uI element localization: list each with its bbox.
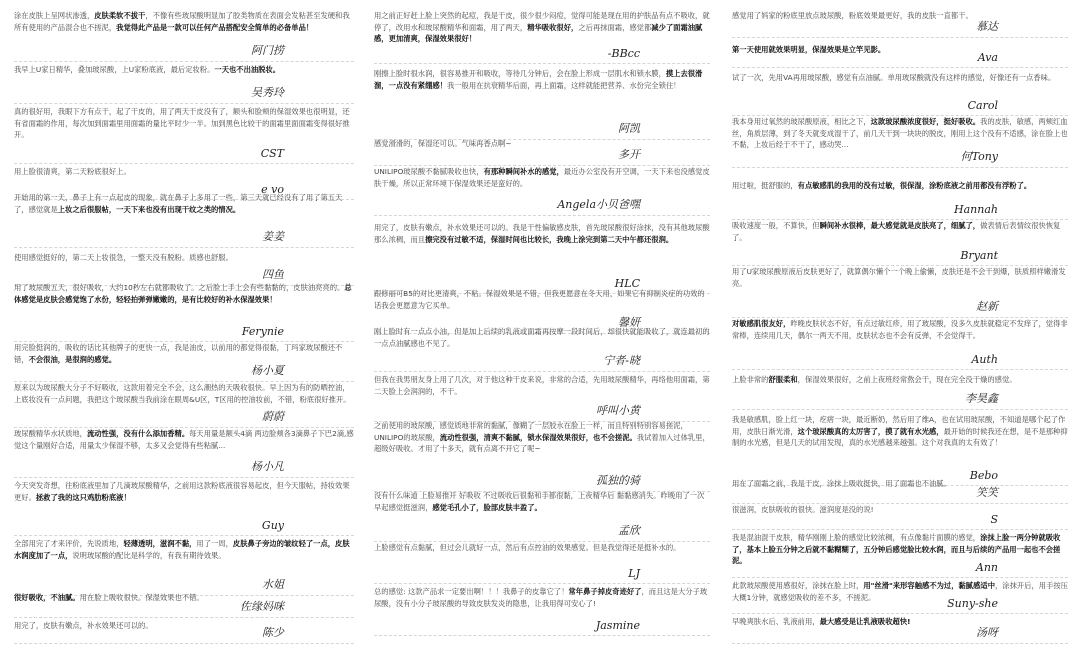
review-text-segment: 总的感觉: 这款产品求一定要出啊！！！我鼻子的皮靠它了！ [374,587,569,596]
review-highlight: 有点敏感肌的我用的没有过敏，很保湿，涂粉底液之前用都没有浮粉了。 [797,181,1032,190]
review-highlight: 不会很油，是很润的感觉。 [28,354,117,364]
review-text-segment: 我一般用在抗衰精华后面，再上面霜，这样就能把营养、水份完全锁住！ [446,80,681,90]
review-highlight: 流动性强，没有什么添加香精。 [86,429,190,438]
review-card [14,106,354,164]
review-text-segment: 之后再抹面霜，感觉都 [578,22,652,32]
reviewer-signature: 杨小夏 [251,364,284,377]
reviewer-signature: 赵新 [976,300,998,313]
reviewer-signature: Bebo [969,469,998,482]
review-text-segment: 感觉用了妈家的粉底里放点玻尿酸，粉底效果最更好，我的皮肤一直都干。 [732,11,973,20]
review-highlight: 摸上去很滑溜，一点没有紧绷感！ [374,69,703,90]
review-card [14,592,354,618]
review-text [374,68,710,91]
review-text [374,374,710,397]
review-text-segment: 涂在皮肤上呈网状渗透， [14,11,95,20]
review-column-middle [374,0,710,648]
review-text [732,220,1068,243]
review-highlight: 瞬间补水很棒，最大感觉就是皮肤亮了，细腻了， [819,221,981,230]
review-text [732,478,1068,490]
review-highlight: 这个玻尿酸真的太厉害了，摸了就有水光感， [797,426,944,436]
review-card [732,414,1068,486]
review-highlight: 很好吸收，不油腻。 [14,593,80,602]
review-card [14,480,354,536]
reviewer-signature: 笑笑 [976,486,998,499]
review-highlight: 精华吸收很好， [527,22,579,32]
review-text-segment: 早晚爽肤水后、乳液前用， [732,617,820,626]
review-text [14,64,354,76]
reviewer-signature: 水姐 [262,578,284,591]
review-highlight: 对敏感肌很友好， [732,319,791,328]
review-text [732,504,1068,516]
review-text-segment: 用了玻尿酸五天，很好吸收，大约10秒左右就都吸收了。之后脸上手上会有些黏黏的，皮肤油亮亮的。 [14,283,345,292]
review-text [14,282,354,305]
reviewer-signature: Jasmine [595,619,640,632]
review-text-segment: 我是混油混干皮肤，精华刚刚上脸的感觉比较浓稠，有点像黏片面膜的感觉， [732,533,981,542]
reviewer-signature: 陈少 [262,626,284,639]
review-text-segment: 用完了，皮肤有嫩点，补水效果还可以的。我是干性偏敏感皮肤，首先玻尿酸很好涂抹，没有其他玻尿酸那么浓稠，而且 [374,223,710,244]
review-text-segment: 做表情后表情纹很快恢复了。 [732,221,1061,242]
review-card [374,222,710,294]
review-card [14,252,354,286]
reviewer-signature: 呼叫小黄 [596,404,640,417]
reviewer-signature: 阿门捞 [251,44,284,57]
review-card [732,504,1068,530]
review-highlight: 最大感受是让乳液吸收超快! [819,617,911,626]
review-text [374,222,710,245]
reviewer-signature: Carol [967,99,998,112]
review-text-segment: 刚上脸时有一点点小油，但是加上后续的乳液或面霜再按摩一段时间后，却很快就能吸收了，就连最初的一点点油腻感也不见了。 [374,327,710,348]
review-text [732,180,1068,192]
review-text [732,116,1068,151]
review-card [374,68,710,140]
review-highlight: 皮肤柔软不拔干 [94,11,146,20]
reviewer-signature: 蔚蔚 [262,410,284,423]
review-text [374,586,710,609]
reviewer-signature: 宁者-晓 [603,354,640,367]
review-text-segment: 全部用完了才来评价，先说质地， [14,539,124,548]
review-card [732,72,1068,116]
review-text [374,420,710,455]
review-text-segment: 我的皮肤，敏感，两颊红血丝，角质层薄，到了冬天就变成湿干了，前几天干到一块块的脱皮，刚用上这个没有不适感，涂在脸上也不黏，上妆后经于不干了，感动哭... [732,117,1068,149]
review-highlight: 一天也不出油脱妆。 [214,65,281,74]
review-text [14,106,354,141]
reviewer-signature: 四鱼 [262,268,284,281]
review-text [732,10,1068,22]
review-card [374,10,710,64]
review-text-segment: 昨晚皮肤状态不好，有点过敏红疹，用了玻尿酸，没多久皮肤就稳定不发痒了，觉得非常棒，连续用几天，偶尔一两天不用，皮肤状态也不会有反弹，不会觉得干。 [732,319,1068,340]
review-card [732,616,1068,644]
review-text-segment: 之前使用的玻尿酸，感觉质地非常的黏腻，像糊了一层胶水在脸上一样，而且特别特别容易搓泥，UNILIPO的玻尿酸， [374,421,688,442]
review-text-segment: ，涂抹开后，用手按压大概1分钟，就感觉吸收的差不多，不搓泥。 [732,581,1068,602]
review-card [14,192,354,248]
reviewer-signature: 慕达 [976,20,998,33]
review-text [14,620,354,632]
review-text [14,10,354,33]
reviewer-signature: 阿凯 [618,122,640,135]
review-card [14,428,354,478]
review-card [374,166,710,216]
reviewer-signature: Ann [975,561,998,574]
review-text-segment: 感觉滑滑的，保湿还可以。气味再香点啊~ [374,139,512,148]
review-text [374,166,710,189]
review-card [732,44,1068,68]
review-text-segment: 刚擦上脸时很水润，很容易推开和吸收，等待几分钟后，会在脸上形成一层肌水和锁水膜， [374,69,666,78]
review-text-segment: 用完脸挺润的，吸收的话比其他牌子的更快一点，我是油皮，以前用的都觉得很黏，丁玛家玻尿酸还不错， [14,343,343,364]
reviewer-signature: Hannah [954,203,998,216]
review-text-segment: 跟修丽可B5的对比更清爽，不粘。保湿效果是不错，但我更愿意在冬天用，如果它有抑制炎症的功效的话我会更愿意为它买单。 [374,289,705,310]
review-text [732,532,1068,567]
review-text-segment: 用在脸上吸收很快。保湿效果也不错。 [79,593,204,602]
reviewer-signature: Auth [971,353,998,366]
review-text [14,382,354,405]
review-card [732,116,1068,168]
review-highlight: 这款玻尿酸浓度很好，挺好吸收。 [870,117,981,126]
reviewer-signature: 汤呀 [976,626,998,639]
review-highlight: 减少了面霜油腻感，更加清爽，保湿效果很好！ [374,22,703,43]
review-card [374,326,710,372]
review-highlight: 舒服柔和 [768,375,798,384]
review-card [732,266,1068,318]
reviewer-signature: Guy [261,519,284,532]
review-text-segment: ，而且这是大分子玻尿酸，没有小分子玻尿酸的导致皮肤发炎的隐患，让我用得可安心了! [374,587,708,608]
review-text-segment: 使用感觉挺好的，第二天上妆很急，一整天没有脱粉。质感也舒服。 [14,253,233,262]
review-highlight: 用"丝滑"来形容触感不为过，黏腻感适中 [863,581,995,590]
review-text-segment: 用之前正好赶上脸上突然的起痘，我是干皮，很少很少闷痘，觉得可能是现在用的护肤品有点不吸收，就停了，改用水和玻尿酸精华和面霜，用了两天， [374,11,710,32]
review-highlight: 上妆之后很服帖，一天下来也没有出现干纹之类的情况。 [57,204,241,214]
review-text-segment: 我本身用过氧然的玻尿酸原液，相比之下， [732,117,871,126]
review-text-segment: UNILIPO玻尿酸不黏腻吸收也快， [374,167,484,176]
reviewer-signature: HLC [614,277,640,290]
review-text-segment: ，保湿效果很好，之前上夜班经常熬会干，现在完全没干燥的感觉。 [797,375,1017,384]
review-text-segment: 用上脸很清爽，第二天粉底很好上。 [14,167,131,176]
review-text-segment: 上脸非常的 [732,375,769,384]
review-text [14,192,354,215]
reviewer-signature: CST [260,147,284,160]
review-text-segment: 开始用的第一天，鼻子上有一点起皮的现象，就在鼻子上多用了一些，第三天就已经没有了用了第五天了，感觉就是 [14,193,343,214]
review-text-segment: 用完了，皮肤有嫩点，补水效果还可以的。 [14,621,153,630]
review-highlight: 轻薄透明，滋润不黏， [123,539,197,548]
review-text-segment: 我是敏感肌，脸上红一块，疙瘩一块，最近断奶，然后用了维A，也在试用玻尿酸，不知道是哪个起了作用，皮肤日渐光滑， [732,415,1066,436]
review-card [732,374,1068,410]
review-text [374,138,710,150]
reviewer-signature: 李昊鑫 [965,392,998,405]
review-highlight: 总体感觉是皮肤会感觉饱了水份，轻轻拍弹弹嫩嫩的，是有比较好的补水保湿效果！ [14,283,352,304]
reviewer-signature: Angela小贝爸嘿 [557,198,640,211]
review-text [374,326,710,349]
review-text-segment: 最近办公室没有开空调，一天下来也没感觉皮肤干燥，所以正常环境下保湿效果还是蛮好的。 [374,167,710,188]
reviewer-signature: 佐缘妈咪 [240,600,284,613]
review-text-segment: 我试着加入过体乳里，超级好吸收。才用了十多天，就有点离不开它了呢~ [374,432,710,453]
review-card [14,538,354,596]
reviewer-signature: 孤独的骑 [596,474,640,487]
review-card [14,64,354,104]
review-card [14,382,354,428]
review-text [14,166,354,178]
review-text [374,288,710,311]
review-card [732,318,1068,370]
review-text-segment: 很滋润，皮肤吸收的很快。滋润度是没的说! [732,505,874,514]
reviewer-signature: 吴秀玲 [251,86,284,99]
reviewer-signature: Ava [977,51,998,64]
review-text-segment: 原来以为玻尿酸大分子不好吸收，这款用着完全不会，这么潮热的天吸收很快。早上因为有的防晒控油，上底妆没有一点问题，我把这个玻尿酸当我前涂在眼周&U区，T区用的控油妆前，不错，粉底很好推开。 [14,383,351,404]
review-card [14,342,354,382]
review-text-segment: 用了U家玻尿酸原液后皮肤更好了，就算偶尔懒个一个晚上偷懒，皮肤还是不会干到爆，肤质照样嫩滑发亮。 [732,267,1066,288]
review-text-segment: 上脸感觉有点黏腻，但过会儿就好一点，然后有点控油的效果感觉。但是我觉得还是挺补水的。 [374,543,681,552]
review-card [732,220,1068,266]
review-text [732,318,1068,341]
reviewer-signature: 馨妍 [618,316,640,329]
review-text-segment: 今天突发奇想，往粉底液里加了几滴玻尿酸精华，之前用这款粉底液很容易起皮，但今天服帖，持妆效果更好。 [14,481,350,502]
review-card [374,138,710,166]
review-card [732,580,1068,614]
review-highlight: 拯救了我的这只鸡肋粉底液！ [35,492,131,502]
review-card [374,542,710,584]
review-card [14,282,354,342]
review-text-segment: 试了一次，先用VA再用玻尿酸，感觉有点油腻。单用玻尿酸就没有这样的感觉，好像还有一点香味。 [732,73,1056,82]
review-text [14,592,354,604]
review-highlight: 流动性很强，清爽不黏腻，锁水保湿效果很好，也不会搓泥。 [439,432,637,442]
reviewer-signature: e vo [261,183,284,196]
review-text-segment: ，不像有些玻尿酸明显加了胶类物质在表面会发粘甚至发硬和我所有使用的产品混合也不搓泥， [14,11,350,32]
review-card [374,490,710,542]
review-text-segment: 吸收速度一般，不算快，但 [732,221,820,230]
review-highlight: 第一天使用就效果明显，保湿效果是立竿见影。 [732,45,886,54]
review-text-segment: 真的很好用，我眼下方有点干，起了干皮的，用了两天干皮没有了，额头和脸颊的保湿效果也很明显，还有省面霜的作用，每次加到面霜里用面霜的量比平时少一半。加到黑色比较干的面霜里面面霜变得很好推开。 [14,107,350,139]
review-card [732,10,1068,38]
review-text [14,252,354,264]
review-text [14,480,354,503]
reviewer-signature: 姜姜 [262,230,284,243]
review-text-segment: 用了一周， [196,539,233,548]
review-card [14,620,354,644]
review-text [374,10,710,45]
reviewer-signature: Bryant [960,249,998,262]
review-card [732,478,1068,504]
review-text-segment: 最开始的时候我还在想，是不是那种抑制的水光感，但是几天的试用发现，真的水光感越来越强。这个对我真的太有效了！ [732,426,1068,447]
review-highlight: 涂抹上脸一两分钟就吸收了，基本上脸五分钟之后就不黏糊糊了，五分钟后感觉脸比较水润，而且与后续的产品用一起也不会搓泥。 [732,533,1061,565]
review-column-right [732,0,1068,648]
reviewer-signature: -BBcc [607,47,640,60]
review-highlight: 有那种瞬间补水的感觉， [483,167,564,176]
review-highlight: 我觉得此产品是一款可以任何产品搭配安全简单的必备单品！ [116,22,314,32]
review-highlight: 皮肤鼻子旁边的皱纹轻了一点，皮肤水润度加了一点， [14,539,350,560]
reviewer-signature: 孟欣 [618,524,640,537]
review-text-segment: 玻尿酸精华水状质地， [14,429,87,438]
review-text [732,266,1068,289]
review-card [732,180,1068,220]
reviewer-signature: 何Tony [960,150,998,163]
review-card [732,532,1068,578]
review-column-left [14,0,354,648]
review-text-segment: 此款玻尿酸使用感很好，涂抹在脸上时， [732,581,864,590]
review-text [732,580,1068,603]
review-text-segment: 我早上U家日精华，叠加玻尿酸，上U家粉底液，最后定妆粉。 [14,65,215,74]
review-card [374,586,710,636]
review-text [732,616,1068,628]
review-text [374,542,710,554]
review-text [732,414,1068,449]
reviewer-signature: S [990,513,998,526]
review-text [732,72,1068,84]
reviewer-signature: 杨小凡 [251,460,284,473]
review-card [14,10,354,62]
review-highlight: 擦完没有过敏不适，保湿时间也比较长，我晚上涂完到第二天中午都还很润。 [425,234,674,244]
reviewer-signature: Suny-she [947,597,998,610]
review-text [14,428,354,451]
review-text-segment: 用在了面霜之前，我是干皮，涂抹上吸收挺快，用了面霜也不油腻。 [732,479,951,488]
review-card [374,374,710,422]
reviewer-signature: LJ [628,567,640,580]
review-highlight: 常年鼻子掉皮奇迹好了 [568,587,642,596]
review-text-segment: 说明玻尿酸的配比是科学的，有我有期待效果。 [72,550,226,560]
review-text [374,490,710,513]
review-text-segment: 但我在我男朋友身上用了几次，对于他这种干皮来说，非常的合适，先用玻尿酸精华，再络他用面霜，第二天脸上会润润的，不干。 [374,375,710,396]
review-card [374,420,710,492]
review-text [14,538,354,561]
review-highlight: 感觉毛孔小了，脸部皮肤丰盈了。 [432,502,542,512]
reviewer-signature: 多开 [618,148,640,161]
review-text [732,44,1068,56]
review-text-segment: 每天用量是额头4滴 两边脸颊各3滴鼻子下巴2滴,感觉这个量刚好合适，用量太少保湿不够，太多又会觉得有些粘腻... [14,429,354,450]
review-text-segment: 用过啦，挺舒服的， [732,181,798,190]
reviewer-signature: Ferynie [241,325,284,338]
review-text [14,342,354,365]
review-text [732,374,1068,386]
review-text-segment: 没有什么味道 上脸易推开 好吸收 不过吸收后很黏和手都很黏，上夜精华后 黏黏感消失。昨晚用了一次早起感觉挺滋润， [374,491,705,512]
